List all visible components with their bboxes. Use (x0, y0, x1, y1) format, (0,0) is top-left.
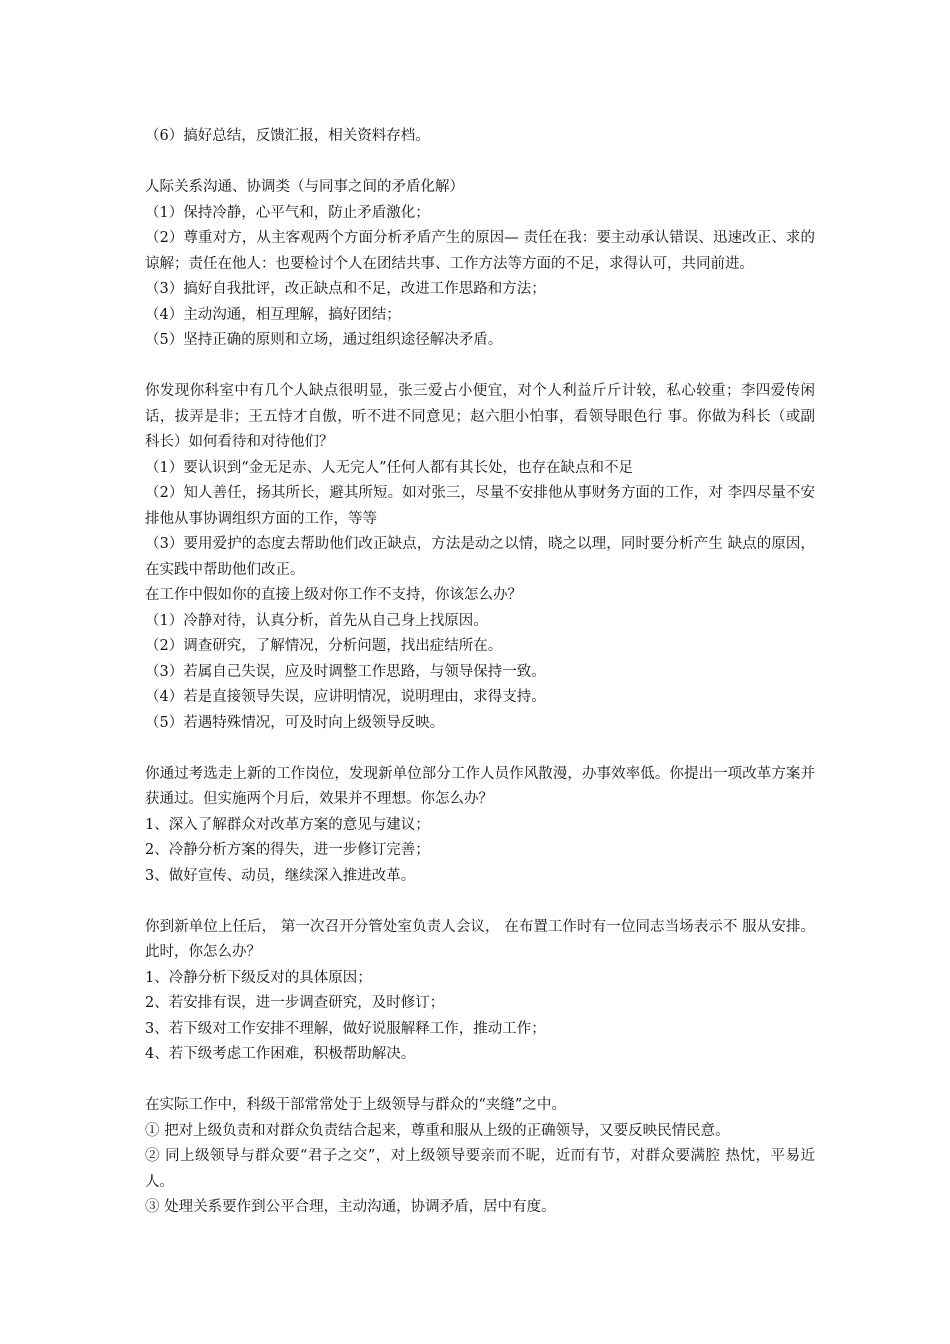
list-item: （1）要认识到“金无足赤、人无完人”任何人都有其长处，也存在缺点和不足 (145, 459, 634, 476)
list-item: 1、深入了解群众对改革方案的意见与建议； (145, 816, 430, 833)
blank-line (145, 150, 815, 176)
blank-line (145, 354, 815, 380)
document-body (145, 124, 815, 1221)
list-item: （5）若遇特殊情况，可及时向上级领导反映。 (145, 714, 445, 731)
paragraph-summary-step: （6）搞好总结，反馈汇报，相关资料存档。 (145, 128, 430, 144)
blank-line (145, 889, 815, 915)
list-item: ① 把对上级负责和对群众负责结合起来，尊重和服从上级的正确领导，又要反映民情民意。 (145, 1122, 730, 1139)
blank-line (145, 1068, 815, 1094)
list-item: （1）冷静对待，认真分析，首先从自己身上找原因。 (145, 612, 488, 629)
list-item: 2、冷静分析方案的得失，进一步修订完善； (145, 842, 430, 858)
list-item: （1）保持冷静，心平气和，防止矛盾激化； (145, 204, 430, 221)
list-item: ③ 处理关系要作到公平合理，主动沟通，协调矛盾，居中有度。 (145, 1199, 556, 1215)
list-item: （4）若是直接领导失误，应讲明情况，说明理由，求得支持。 (145, 689, 546, 705)
list-item: ② 同上级领导与群众要“君子之交”，对上级领导要亲而不昵，近而有节，对群众要满腔 热忱，平易近人。 (145, 1148, 815, 1190)
list-item: （2）尊重对方，从主客观两个方面分析矛盾产生的原因— 责任在我：要主动承认错误、迅速改正、求的谅解；责任在他人：也要检讨个人在团结共事、工作方法等方面的不足，求得认可，共同前进。 (145, 230, 815, 272)
list-item: （5）坚持正确的原则和立场，通过组织途径解决矛盾。 (145, 332, 503, 348)
list-item: （3）要用爱护的态度去帮助他们改正缺点，方法是动之以情，晓之以理，同时要分析产生 缺点的原因，在实践中帮助他们改正。 (145, 536, 815, 578)
list-item: （2）调查研究，了解情况，分析问题，找出症结所在。 (145, 638, 503, 654)
list-item: （2）知人善任，扬其所长，避其所短。如对张三，尽量不安排他从事财务方面的工作，对 李四尽量不安排他从事协调组织方面的工作，等等 (145, 485, 815, 527)
question-new-unit-meeting: 你到新单位上任后， 第一次召开分管处室负责人会议， 在布置工作时有一位同志当场表示不 服从安排。此时，你怎么办？ (145, 918, 815, 960)
list-item: 3、做好宣传、动员，继续深入推进改革。 (145, 867, 416, 884)
question-supervisor-support: 在工作中假如你的直接上级对你工作不支持，你该怎么办？ (145, 587, 522, 603)
list-item: 4、若下级考虑工作困难，积极帮助解决。 (145, 1046, 416, 1062)
section-title-interpersonal: 人际关系沟通、协调类（与同事之间的矛盾化解） (145, 179, 464, 195)
list-item: 2、若安排有误，进一步调查研究，及时修订； (145, 995, 445, 1011)
list-item: （3）搞好自我批评，改正缺点和不足，改进工作思路和方法； (145, 281, 546, 297)
blank-line (145, 736, 815, 762)
list-item: 1、冷静分析下级反对的具体原因； (145, 969, 372, 986)
list-item: 3、若下级对工作安排不理解，做好说服解释工作，推动工作； (145, 1020, 546, 1037)
question-reform-plan: 你通过考选走上新的工作岗位，发现新单位部分工作人员作风散漫，办事效率低。你提出一项改革方案并获通过。但实施两个月后，效果并不理想。你怎么办？ (145, 765, 815, 807)
list-item: （4）主动沟通，相互理解，搞好团结； (145, 306, 401, 323)
question-colleague-flaws: 你发现你科室中有几个人缺点很明显，张三爱占小便宜，对个人利益斤斤计较，私心较重；李四爱传闲话，拔弄是非；王五恃才自傲，听不进不同意见；赵六胆小怕事，看领导眼色行 事。你做为科长（或副科长）如何看待和对待他们？ (145, 383, 815, 450)
question-between-leaders-and-masses: 在实际工作中，科级干部常常处于上级领导与群众的“夹缝”之中。 (145, 1097, 566, 1113)
list-item: （3）若属自己失误，应及时调整工作思路，与领导保持一致。 (145, 663, 546, 680)
